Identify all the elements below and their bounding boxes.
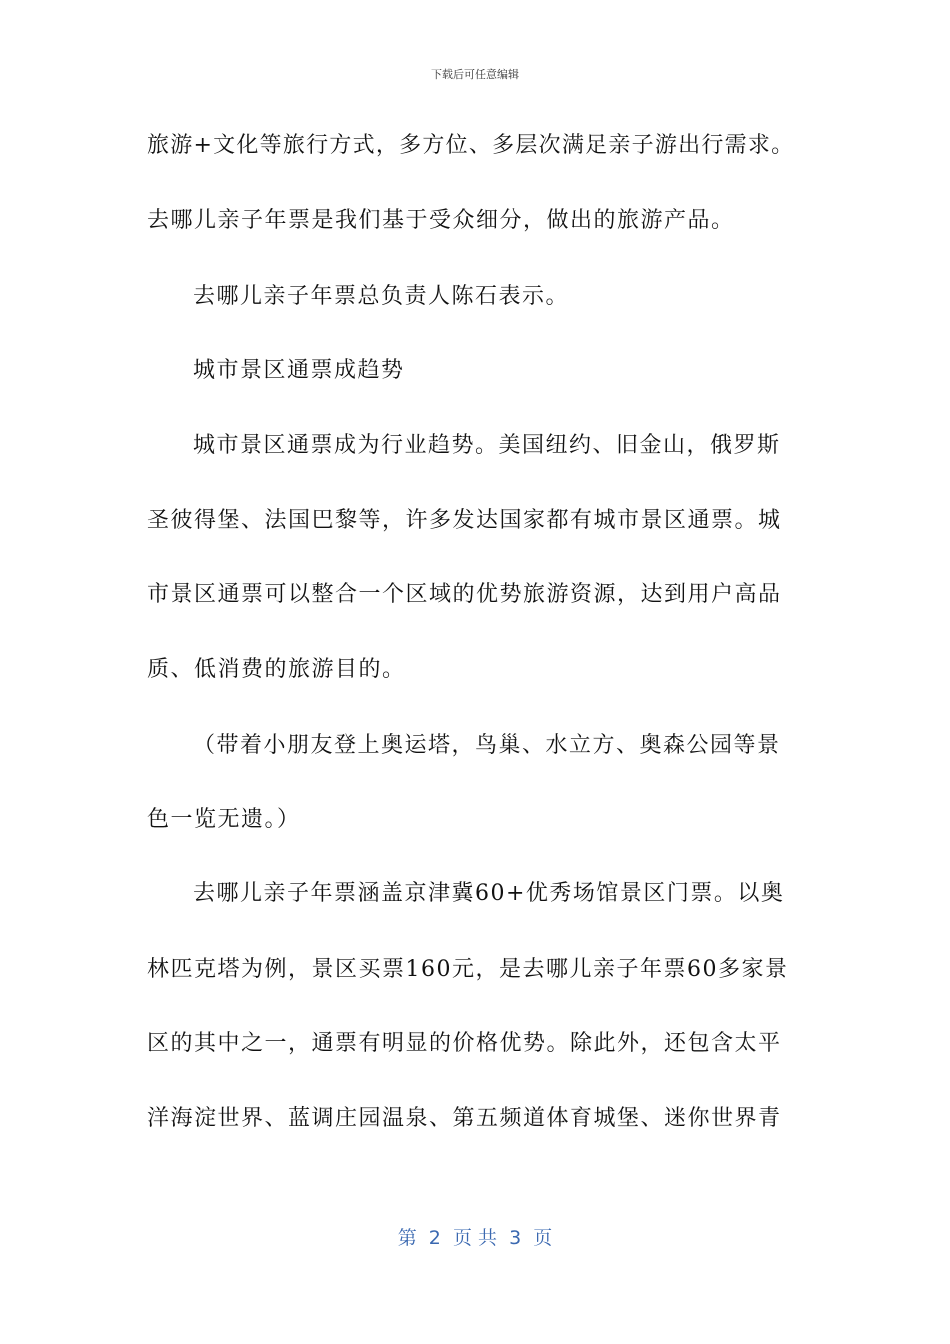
text-line: 城市景区通票成为行业趋势。美国纽约、旧金山，俄罗斯 <box>193 433 781 458</box>
text-line: 质、低消费的旅游目的。 <box>147 657 406 682</box>
text-line: 市景区通票可以整合一个区域的优势旅游资源，达到用户高品 <box>147 582 782 607</box>
text-line: 去哪儿亲子年票总负责人陈石表示。 <box>193 284 570 309</box>
page-number: 第 2 页 共 3 页 <box>397 1227 553 1249</box>
text-line: （带着小朋友登上奥运塔，鸟巢、水立方、奥森公园等景 <box>193 733 781 758</box>
text-line: 林匹克塔为例，景区买票160元，是去哪儿亲子年票60多家景 <box>147 957 789 982</box>
text-line: 旅游+文化等旅行方式，多方位、多层次满足亲子游出行需求。 <box>147 133 795 158</box>
page-header-note: 下载后可任意编辑 <box>431 68 519 81</box>
section-heading: 城市景区通票成趋势 <box>193 358 405 383</box>
text-line: 色一览无遗。） <box>147 807 301 832</box>
text-line: 去哪儿亲子年票是我们基于受众细分，做出的旅游产品。 <box>147 208 735 233</box>
text-line: 去哪儿亲子年票涵盖京津冀60+优秀场馆景区门票。以奥 <box>193 881 785 906</box>
text-line: 洋海淀世界、蓝调庄园温泉、第五频道体育城堡、迷你世界青 <box>147 1106 782 1131</box>
text-line: 圣彼得堡、法国巴黎等，许多发达国家都有城市景区通票。城 <box>147 508 782 533</box>
text-line: 区的其中之一，通票有明显的价格优势。除此外，还包含太平 <box>147 1031 782 1056</box>
